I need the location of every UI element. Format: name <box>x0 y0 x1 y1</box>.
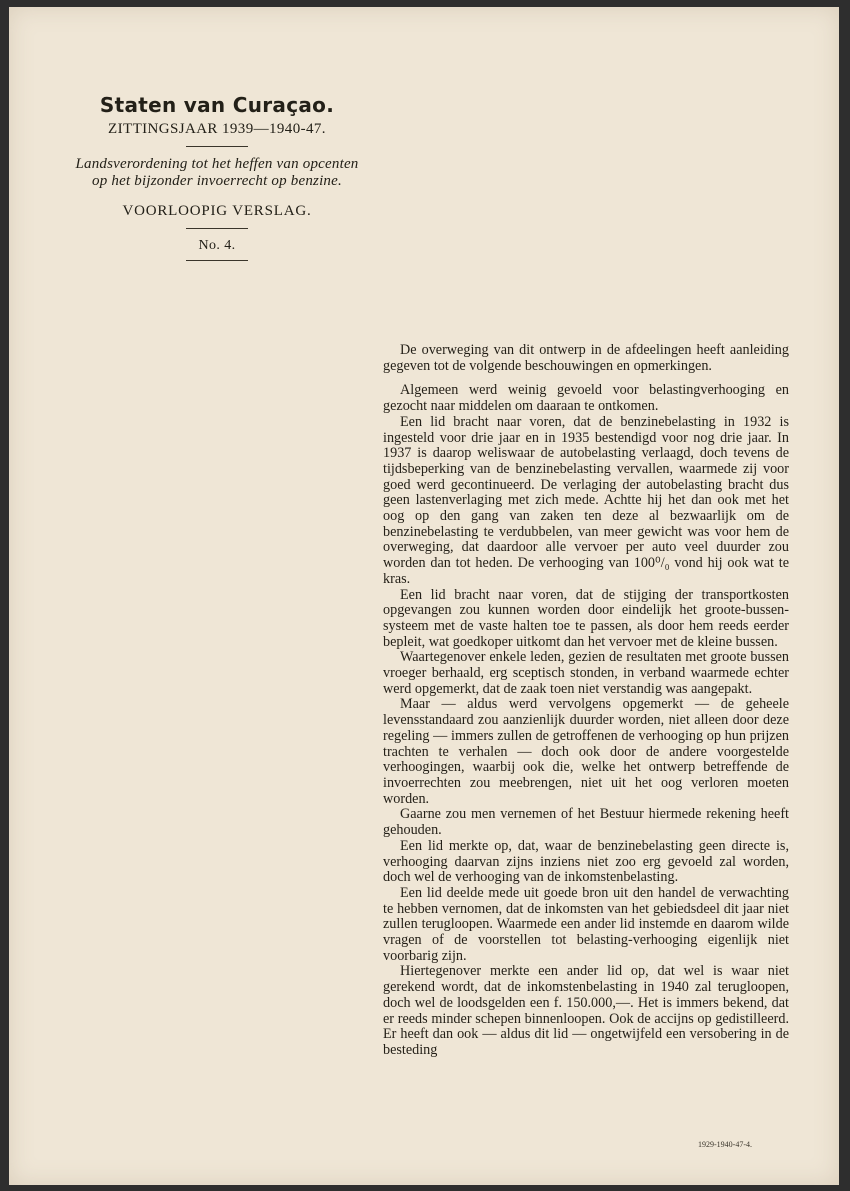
subject-line-1: Landsverordening tot het heffen van opcenten <box>75 156 359 172</box>
body-paragraph: Waartegenover enkele leden, gezien de resultaten met groote bussen vroeger berhaald, erg sceptisch stonden, in verband waarmede echter werd opgemerkt, dat de zaak toen niet verstandig was aangepakt. <box>383 649 789 697</box>
body-paragraph: De overweging van dit ontwerp in de afdeelingen heeft aanleiding gegeven tot de volgende beschouwingen en opmerkingen. <box>383 342 789 374</box>
body-paragraph: Hiertegenover merkte een ander lid op, dat wel is waar niet gerekend wordt, dat de inkomstenbelasting in 1940 zal terugloopen, doch wel de loodsgelden een f. 150.000,—. Het is immers bekend, dat er reeds minder schepen binnenloopen. Ook de accijns op gedistilleerd. Er heeft dan ook — aldus dit lid — ongetwijfeld een versobering in de besteding <box>383 963 789 1058</box>
header-divider <box>186 146 248 147</box>
body-paragraph: Algemeen werd weinig gevoeld voor belastingverhooging en gezocht naar middelen om daaraan te ontkomen. <box>383 382 789 415</box>
subject-line-2: op het bijzonder invoerrecht op benzine. <box>92 173 342 189</box>
body-paragraph: Gaarne zou men vernemen of het Bestuur hiermede rekening heeft gehouden. <box>383 806 789 839</box>
document-page <box>9 7 839 1185</box>
report-type: VOORLOOPIG VERSLAG. <box>122 203 312 219</box>
document-header <box>49 92 385 270</box>
body-paragraph: Een lid bracht naar voren, dat de benzinebelasting in 1932 is ingesteld voor drie jaar en in 1935 bestendigd voor nog drie jaar. In 1937 is daarop weliswaar de autobelasting verlaagd, doch tevens de tijdsbeperking van de benzinebelasting vervallen, waarmede zij voor goed werd gecontinueerd. De verlaging der autobelasting bracht dus geen lastenverlaging met zich mede. Achtte hij het dan ook met het oog op den gang van zaken ten deze al bezwaarlijk om de benzinebelasting te verdubbelen, van meer gewicht was voor hem de overweging, dat daardoor alle vervoer per auto veel duurder zou worden dan tot heden. De verhooging van 100⁰/₀ vond hij ook wat te kras. <box>383 413 789 587</box>
document-number: No. 4. <box>198 238 236 253</box>
footer-reference: 1929-1940-47-4. <box>698 1140 752 1149</box>
document-title: Staten van Curaçao. <box>99 93 335 117</box>
header-divider <box>186 228 248 229</box>
body-paragraph: Maar — aldus werd vervolgens opgemerkt — de geheele levensstandaard zou aanzienlijk duurder worden, niet alleen door deze regeling — immers zullen de getroffenen de verhooging op hun prijzen trachten te verhalen — doch ook door de andere voorgestelde verhoogingen, waarbij ook die, welke het ontwerp betreffende de invoerrechten zou meebrengen, niet uit het oog verloren moeten worden. <box>383 696 789 807</box>
header-divider <box>186 260 248 261</box>
session-year: ZITTINGSJAAR 1939—1940-47. <box>108 121 326 137</box>
body-paragraph: Een lid merkte op, dat, waar de benzinebelasting geen directe is, verhooging daarvan zijns inziens niet zoo erg gevoeld zal worden, doch wel de verhooging van de inkomstenbelasting. <box>383 837 789 886</box>
body-paragraph: Een lid bracht naar voren, dat de stijging der transportkosten opgevangen zou kunnen worden door eindelijk het groote-bussen-systeem met de vaste halten toe te passen, als door hem reeds eerder bepleit, wat goedkoper uitkomt dan het vervoer met de kleine bussen. <box>383 586 789 650</box>
report-body <box>383 343 789 1059</box>
body-paragraph: Een lid deelde mede uit goede bron uit den handel de verwachting te hebben vernomen, dat de inkomsten van het gebiedsdeel dit jaar niet zullen terugloopen. Waarmede een ander lid instemde en daarom wilde vragen of de voorstellen tot belasting-verhooging eigenlijk niet voorbarig zijn. <box>383 884 789 964</box>
